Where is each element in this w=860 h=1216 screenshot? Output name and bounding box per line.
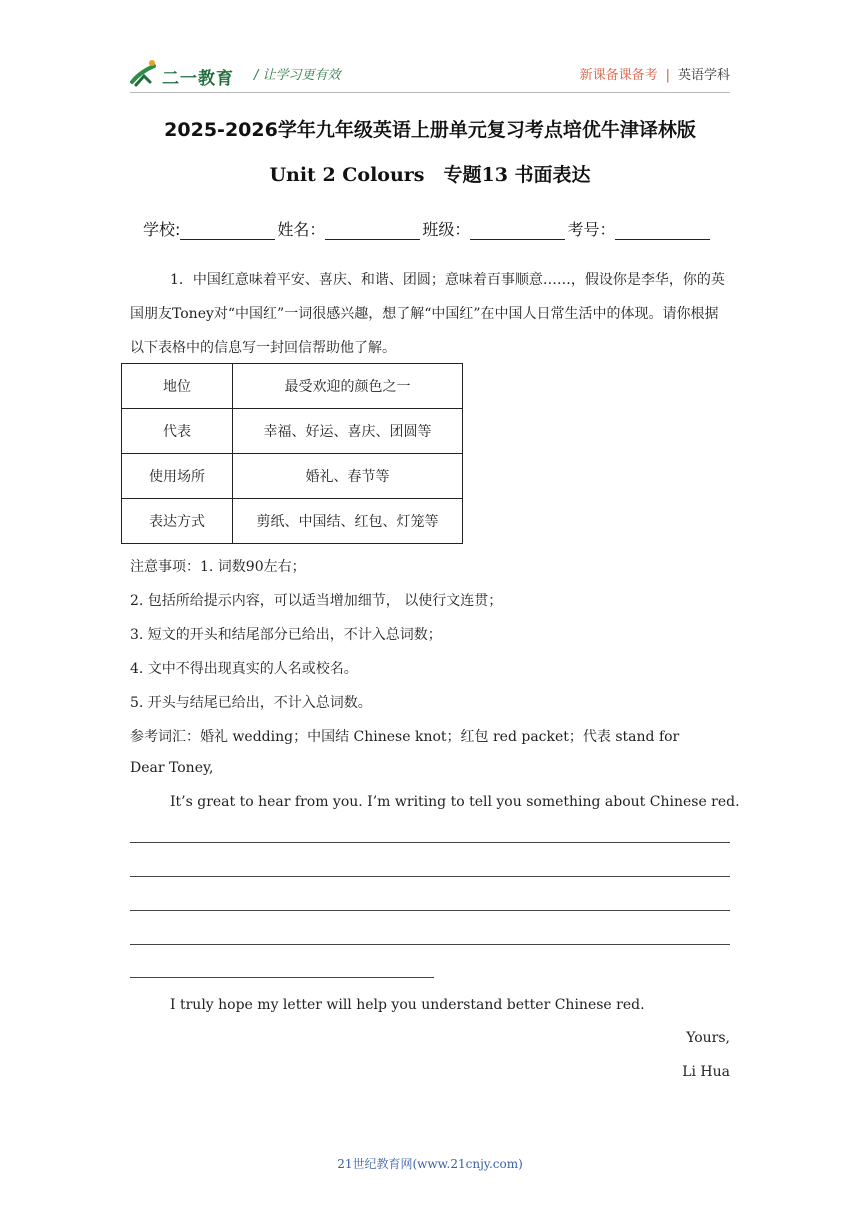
table-cell-value: 最受欢迎的颜色之一: [233, 364, 463, 409]
table-cell-value: 婚礼、春节等: [233, 454, 463, 499]
header-right: [580, 64, 730, 83]
page-footer: 21世纪教育网(www.21cnjy.com): [337, 1157, 523, 1171]
class-blank[interactable]: [470, 223, 565, 240]
number-label: 考号：: [567, 220, 616, 239]
writing-line[interactable]: [130, 910, 730, 911]
page-header: [130, 56, 730, 90]
table-cell-value: 剪纸、中国结、红包、灯笼等: [233, 499, 463, 544]
school-label: 学校:: [143, 220, 181, 239]
note-3: 3. 短文的开头和结尾部分已给出，不计入总词数；: [130, 627, 442, 643]
table-row: [122, 409, 463, 454]
number-blank[interactable]: [615, 223, 710, 240]
letter-opening: It’s great to hear from you. I’m writing to tell you something about Chinese red.: [170, 794, 740, 810]
table-cell-value: 幸福、好运、喜庆、团圆等: [233, 409, 463, 454]
header-divider: [130, 92, 730, 93]
writing-line[interactable]: [130, 876, 730, 877]
letter-closing: I truly hope my letter will help you understand better Chinese red.: [170, 997, 645, 1013]
table-cell-label: 使用场所: [122, 454, 233, 499]
writing-line[interactable]: [130, 842, 730, 843]
header-subject: 英语学科: [677, 68, 730, 83]
table-cell-label: 地位: [122, 364, 233, 409]
student-info-row: [143, 217, 712, 240]
question-text: 1．中国红意味着平安、喜庆、和谐、团圆；意味着百事顺意……，假设你是李华，你的英国朋友Toney对“中国红”一词很感兴趣，想了解“中国红”在中国人日常生活中的体现。请你根据以下表格中的信息写一封回信帮助他了解。: [130, 272, 725, 356]
note-1: 注意事项：1. 词数90左右；: [130, 559, 306, 575]
note-5: 5. 开头与结尾已给出，不计入总词数。: [130, 695, 372, 711]
table-row: [122, 499, 463, 544]
runner-logo-icon: [130, 58, 160, 88]
logo: [130, 56, 245, 90]
name-blank[interactable]: [325, 223, 420, 240]
table-row: [122, 454, 463, 499]
logo-text: 二一教育: [162, 69, 234, 89]
table-cell-label: 代表: [122, 409, 233, 454]
document-title: 2025-2026学年九年级英语上册单元复习考点培优牛津译林版: [164, 119, 696, 141]
header-course-label: 新课备课备考: [579, 68, 658, 83]
document-subtitle: Unit 2 Colours 专题13 书面表达: [269, 164, 591, 186]
school-blank[interactable]: [180, 223, 275, 240]
writing-line[interactable]: [130, 977, 434, 978]
class-label: 班级：: [422, 220, 471, 239]
vocab-hint: 参考词汇：婚礼 wedding；中国结 Chinese knot；红包 red packet；代表 stand for: [130, 729, 680, 745]
letter-signature: Li Hua: [682, 1064, 730, 1080]
letter-greeting: Dear Toney,: [130, 760, 214, 776]
header-slogan: / 让学习更有效: [254, 68, 341, 83]
name-label: 姓名：: [277, 220, 326, 239]
table-cell-label: 表达方式: [122, 499, 233, 544]
letter-sign-off: Yours,: [686, 1030, 730, 1046]
note-2: 2. 包括所给提示内容，可以适当增加细节， 以使行文连贯；: [130, 593, 503, 609]
info-table: [121, 363, 463, 544]
note-4: 4. 文中不得出现真实的人名或校名。: [130, 661, 358, 677]
header-separator: |: [665, 68, 670, 83]
table-row: [122, 364, 463, 409]
writing-line[interactable]: [130, 944, 730, 945]
